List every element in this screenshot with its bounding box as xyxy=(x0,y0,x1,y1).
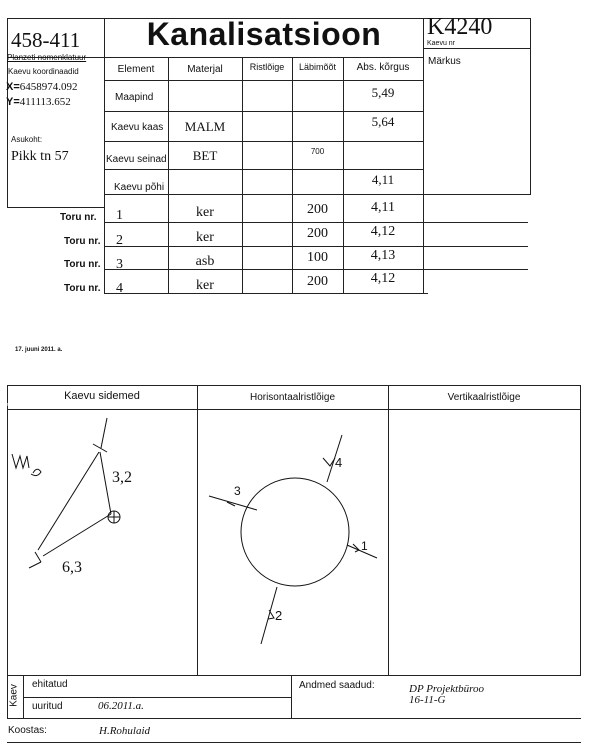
date-note: 17. juuni 2011. a. xyxy=(15,347,63,353)
pipe-nr: 3 xyxy=(116,257,123,272)
row-kaas-materjal: MALM xyxy=(184,119,226,134)
pipe-korgus: 4,13 xyxy=(370,248,396,263)
pipe-label: Toru nr. xyxy=(60,212,97,223)
kaevu-nr-label: Kaevu nr xyxy=(427,40,456,47)
row-kaas-korgus: 5,64 xyxy=(371,114,395,129)
pipe-korgus: 4,12 xyxy=(370,224,396,239)
planzeti-label: Planzeti nomenklatuur xyxy=(7,53,87,62)
col-title-horisontaal: Horisontaalristlõige xyxy=(249,392,336,403)
pipe-korgus: 4,12 xyxy=(370,271,396,286)
asukoht-label: Asukoht: xyxy=(11,135,43,144)
pipe-nr: 4 xyxy=(116,281,123,296)
sidemed-label-a: 3,2 xyxy=(112,469,132,486)
row-kaas-element: Kaevu kaas xyxy=(111,122,164,133)
row-maapind-korgus: 5,49 xyxy=(371,85,395,100)
y-value: 411113.652 xyxy=(19,96,71,108)
pipe-materjal: ker xyxy=(196,278,214,293)
y-prefix: Y= xyxy=(6,96,20,108)
pipe-label-2: 2 xyxy=(275,608,283,623)
sidemed-sketch xyxy=(7,402,197,674)
pipe-label-3: 3 xyxy=(234,484,241,498)
pipe-label-4: 4 xyxy=(335,455,343,470)
header-materjal: Materjal xyxy=(187,64,223,75)
sidemed-label-b: 6,3 xyxy=(62,559,82,576)
pipe-labimoot: 200 xyxy=(307,202,328,217)
page-title: Kanalisatsioon xyxy=(146,16,382,52)
row-seinad-labimoot: 700 xyxy=(310,147,325,156)
horisontaal-sketch xyxy=(197,410,388,674)
pipe-label: Toru nr. xyxy=(64,236,101,247)
kaev-label: Kaev xyxy=(8,684,20,707)
row-pohi-element: Kaevu põhi xyxy=(114,182,165,193)
koostas-label: Koostas: xyxy=(8,725,47,736)
uuritud-value: 06.2011.a. xyxy=(98,700,144,712)
andmed-value-2: 16-11-G xyxy=(409,694,446,706)
pipe-label: Toru nr. xyxy=(64,259,101,270)
header-labimoot: Läbimõõt xyxy=(298,62,337,72)
row-maapind-element: Maapind xyxy=(115,92,154,103)
x-coordinate xyxy=(6,81,78,93)
kaevu-nr-value: K4240 xyxy=(427,14,493,40)
row-seinad-materjal: BET xyxy=(192,148,218,163)
koostas-value: H.Rohulaid xyxy=(99,725,151,737)
pipe-nr: 1 xyxy=(116,208,123,223)
andmed-label: Andmed saadud: xyxy=(299,680,375,691)
y-coordinate xyxy=(6,96,71,108)
pipe-materjal: asb xyxy=(195,254,215,269)
header-ristloige: Ristlõige xyxy=(249,62,285,72)
asukoht-value: Pikk tn 57 xyxy=(11,149,69,164)
uuritud-label: uuritud xyxy=(32,701,63,712)
row-pohi-korgus: 4,11 xyxy=(371,172,395,187)
pipe-labimoot: 200 xyxy=(307,274,328,289)
x-prefix: X= xyxy=(6,81,20,93)
pipe-label: Toru nr. xyxy=(64,283,101,294)
pipe-materjal: ker xyxy=(196,205,214,220)
pipe-labimoot: 100 xyxy=(307,250,328,265)
andmed-value-1: DP Projektbüroo xyxy=(409,683,485,695)
sidemed-side-note: uu e xyxy=(7,402,18,408)
row-seinad-element: Kaevu seinad xyxy=(106,154,167,165)
col-title-sidemed: Kaevu sidemed xyxy=(64,390,140,402)
pipe-nr: 2 xyxy=(116,233,123,248)
planzeti-value: 458-411 xyxy=(11,28,81,52)
col-title-vertikaal: Vertikaalristlõige xyxy=(447,392,521,403)
pipe-label-1: 1 xyxy=(361,539,368,553)
x-value: 6458974.092 xyxy=(19,81,78,93)
header-markus: Märkus xyxy=(428,56,461,67)
header-element: Element xyxy=(117,64,155,75)
pipe-materjal: ker xyxy=(196,230,214,245)
coords-label: Kaevu koordinaadid xyxy=(8,67,79,76)
pipe-korgus: 4,11 xyxy=(371,200,395,215)
pipe-labimoot: 200 xyxy=(307,226,328,241)
header-korgus: Abs. kõrgus xyxy=(356,62,410,73)
ehitatud-label: ehitatud xyxy=(32,679,68,690)
